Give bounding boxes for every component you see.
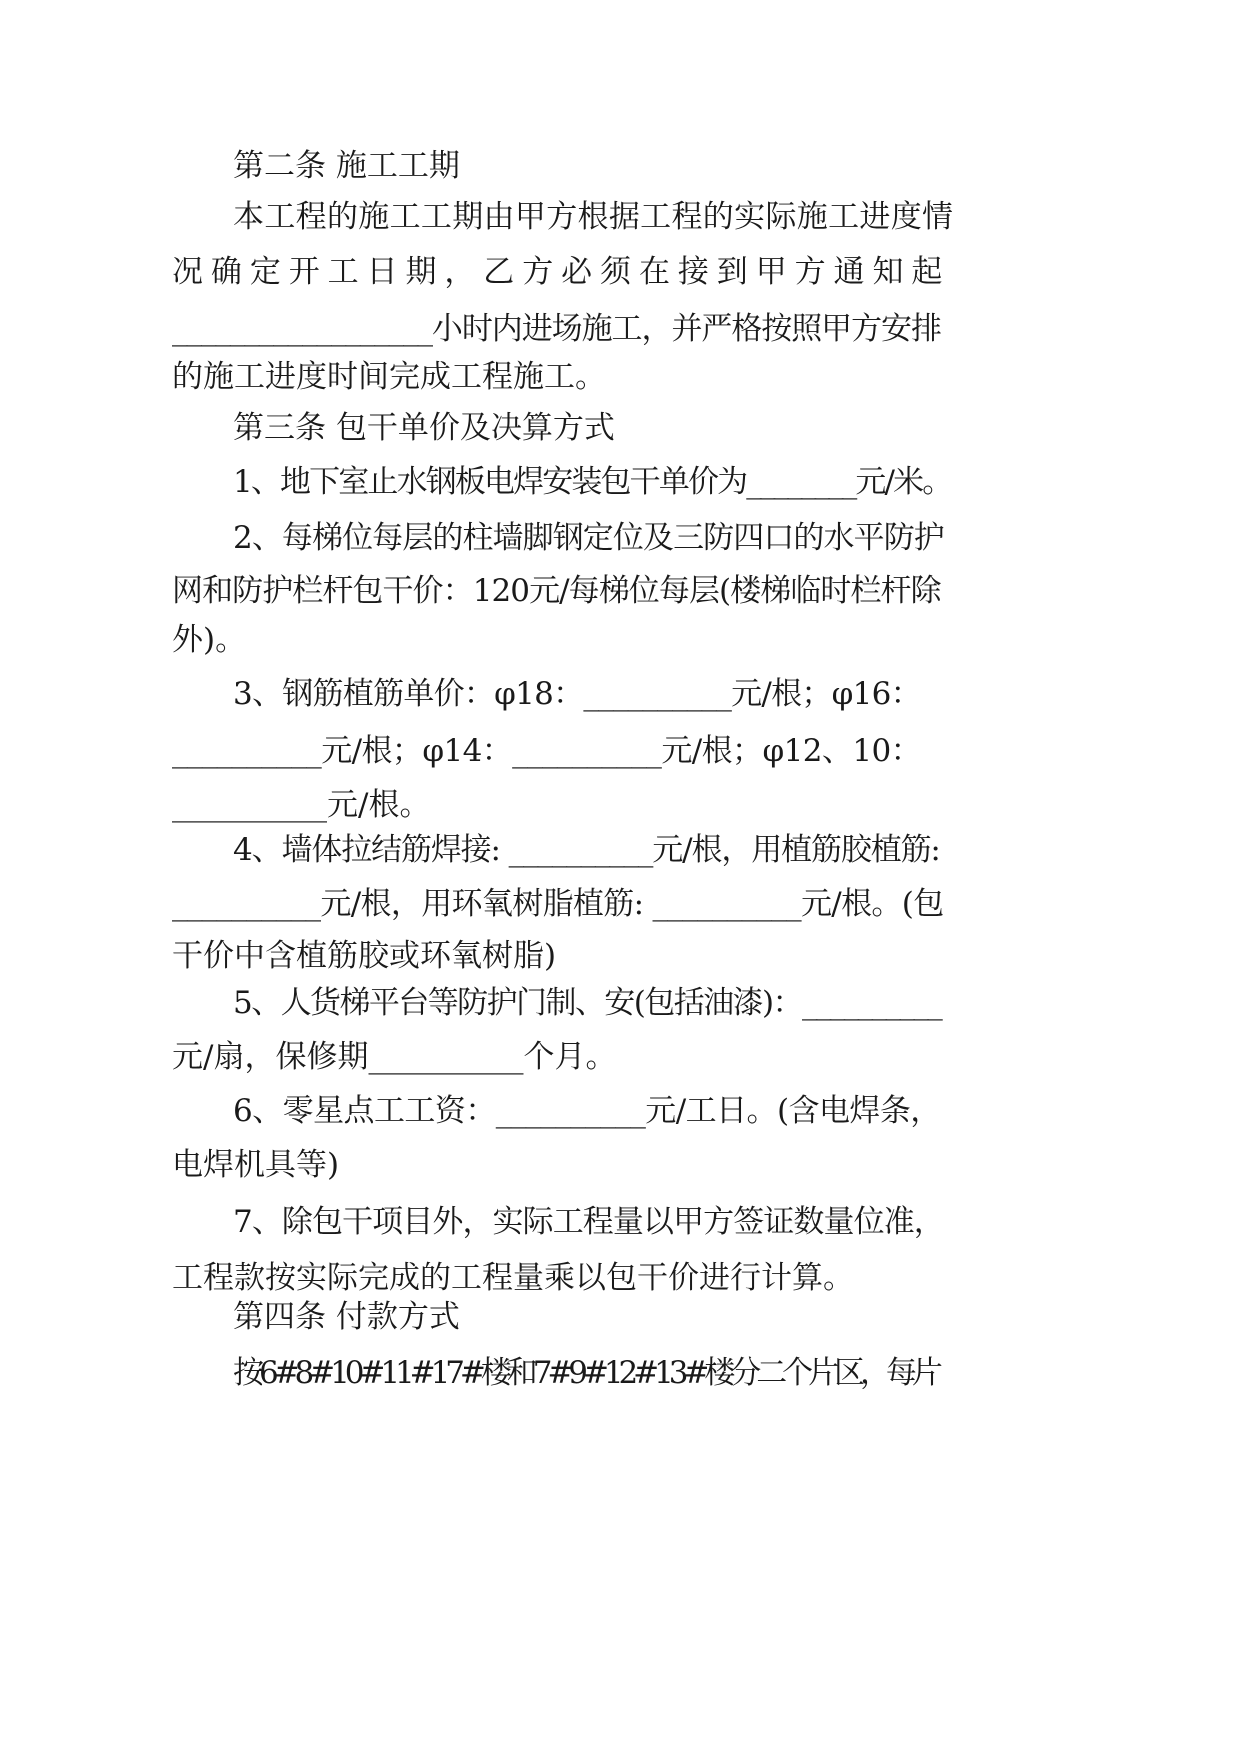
clause-line: 电焊机具等) <box>172 1147 340 1183</box>
clause-line: 元/扇，保修期__________个月。 <box>172 1039 617 1075</box>
article-3-heading: 第三条 包干单价及决算方式 <box>233 410 615 446</box>
clause-line: 干价中含植筋胶或环氧树脂) <box>172 938 557 974</box>
clause-line: __________元/根。 <box>172 787 431 823</box>
clause-line: 2、每梯位每层的柱墙脚钢定位及三防四口的水平防护 <box>233 520 944 556</box>
article-2-heading: 第二条 施工工期 <box>233 148 460 184</box>
article-4-heading: 第四条 付款方式 <box>233 1299 460 1335</box>
clause-line: __________元/根；φ14：__________元/根；φ12、10： <box>172 733 922 769</box>
clause-line: 1、地下室止水钢板电焊安装包干单价为________元/米。 <box>233 464 952 500</box>
paragraph-line: 本工程的施工工期由甲方根据工程的实际施工进度情 <box>233 199 954 235</box>
clause-line: 工程款按实际完成的工程量乘以包干价进行计算。 <box>172 1260 854 1296</box>
clause-line: 7、除包干项目外，实际工程量以甲方签证数量位准， <box>233 1204 944 1240</box>
clause-line: 6、零星点工工资：__________元/工日。(含电焊条， <box>233 1093 941 1129</box>
paragraph-line: 的施工进度时间完成工程施工。 <box>172 359 606 395</box>
paragraph-line: 按6#8#10#11#17#楼和7#9#12#13#楼分二个片区，每片 <box>233 1355 938 1391</box>
clause-line: 4、墙体拉结筋焊接: __________元/根，用植筋胶植筋: <box>233 832 940 868</box>
clause-line: 5、人货梯平台等防护门制、安(包括油漆)：__________ <box>233 985 942 1021</box>
clause-line: 网和防护栏杆包干价：120元/每梯位每层(楼梯临时栏杆除 <box>172 573 941 609</box>
clause-line: 3、钢筋植筋单价：φ18：__________元/根；φ16： <box>233 676 921 712</box>
paragraph-line: __________________小时内进场施工，并严格按照甲方安排 <box>172 311 941 347</box>
clause-line: __________元/根，用环氧树脂植筋: __________元/根。(包 <box>172 886 944 922</box>
paragraph-line: 况 确 定 开 工 日 期 ， 乙 方 必 须 在 接 到 甲 方 通 知 起 <box>172 254 942 290</box>
clause-line: 外)。 <box>172 622 247 658</box>
